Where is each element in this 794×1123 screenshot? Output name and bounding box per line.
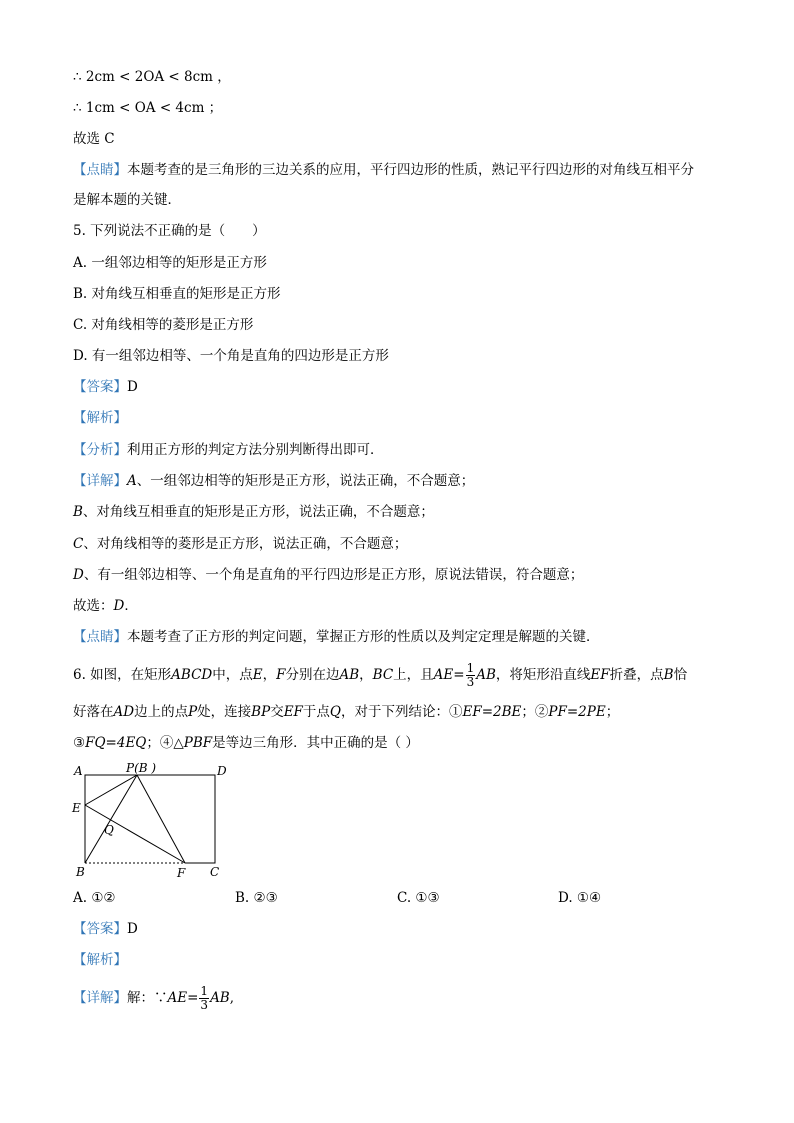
rect-sides [85, 775, 215, 863]
math-var: P [188, 704, 198, 720]
option-text: B. 对角线互相垂直的矩形是正方形 [73, 286, 281, 302]
math-text: ∴ 1cm < OA < 4cm ； [73, 100, 223, 116]
math-var: Q [329, 704, 341, 720]
prev-dianjing-cont [73, 190, 181, 210]
label-f: F [177, 866, 186, 880]
conclusion-4: PBF [183, 735, 213, 751]
math-op: = [187, 990, 199, 1006]
circled-number: ④ [159, 735, 174, 751]
q5-detail-d [73, 565, 583, 585]
stem-text: ，对于下列结论： [341, 704, 449, 720]
option-text: C. 对角线相等的菱形是正方形 [73, 317, 254, 333]
math-var: AD [113, 704, 135, 720]
analysis-tag: 【解析】 [73, 410, 127, 426]
q5-answer [73, 377, 138, 397]
label-a: A [74, 764, 83, 778]
stem-text: ； [605, 704, 620, 720]
q5-choice [73, 596, 138, 616]
label-b: B [76, 865, 85, 879]
answer-tag: 【答案】 [73, 379, 127, 395]
choice-letter: D [113, 598, 125, 614]
q5-option-c [73, 315, 253, 335]
conclusion-2: PF=2PE [548, 704, 606, 720]
xiangjie-tag: 【详解】 [73, 990, 127, 1006]
detail-letter: A [127, 473, 137, 489]
detail-text: , [229, 990, 235, 1006]
conclusion-3: FQ=4EQ [85, 735, 147, 751]
stem-text: ， [359, 667, 373, 683]
stem-text: 处，连接 [197, 704, 252, 720]
stem-text: ； [146, 735, 160, 751]
detail-text: 、对角线相等的菱形是正方形，说法正确，不合题意； [83, 536, 408, 552]
fraction [466, 662, 476, 689]
choice-text: 故选 C [73, 131, 115, 147]
label-c: C [210, 865, 220, 879]
circled-number: ③ [73, 735, 86, 751]
segment-pe [85, 775, 137, 805]
math-var: AE [433, 667, 454, 683]
option-b: B. ②③ [235, 890, 278, 906]
q6-answer [73, 919, 138, 939]
label-q: Q [104, 823, 114, 837]
math-var: E [252, 667, 263, 683]
prev-dianjing [73, 160, 694, 180]
stem-text: ， [262, 667, 277, 683]
q5-analysis [73, 408, 127, 428]
q5-detail-c [73, 534, 407, 554]
option-text: D. 有一组邻边相等、一个角是直角的四边形是正方形 [73, 348, 389, 364]
detail-letter: B [73, 504, 83, 520]
circled-number: ② [534, 704, 549, 720]
fraction-denominator: 3 [200, 998, 209, 1012]
q6-stem-line3 [73, 733, 419, 753]
dianjing-tag: 【点睛】 [73, 162, 127, 178]
stem-text: 中，点 [212, 667, 253, 683]
circled-number: ① [449, 704, 463, 720]
q6-figure [60, 758, 240, 883]
segment-bp [85, 775, 137, 863]
option-d: D. ①④ [558, 890, 602, 906]
math-var: B [663, 667, 674, 683]
q5-stem [73, 221, 266, 241]
detail-text: 、对角线互相垂直的矩形是正方形，说法正确，不合题意； [82, 504, 434, 520]
detail-letter: C [73, 536, 84, 552]
segment-pf [137, 775, 185, 863]
answer-tag: 【答案】 [73, 921, 127, 937]
math-var: AB [339, 667, 360, 683]
q6-stem-line1 [73, 658, 687, 692]
stem-text: 交 [270, 704, 284, 720]
math-var: AE [167, 990, 188, 1006]
math-text: ∴ 2cm < 2OA < 8cm ， [73, 69, 231, 85]
math-var: BC [372, 667, 394, 683]
triangle-symbol: △ [173, 735, 184, 751]
choice-prefix: 故选： [73, 598, 114, 614]
conclusion-1: EF=2BE [462, 704, 522, 720]
stem-text: 恰 [673, 667, 688, 683]
math-var: EF [283, 704, 303, 720]
fenxi-text: 利用正方形的判定方法分别判断得出即可． [127, 442, 384, 458]
math-var: F [276, 667, 286, 683]
label-pb: P(B ) [126, 761, 157, 775]
detail-text: 、一组邻边相等的矩形是正方形，说法正确，不合题意； [136, 473, 475, 489]
q5-detail-b [73, 502, 434, 522]
fenxi-tag: 【分析】 [73, 442, 127, 458]
stem-text: 上，且 [393, 667, 434, 683]
option-a: A. ①② [73, 890, 116, 906]
q5-dianjing [73, 627, 600, 647]
fraction-numerator: 1 [200, 984, 209, 998]
detail-text: 解：∵ [127, 990, 168, 1006]
dianjing-text: 是解本题的关键． [73, 192, 181, 208]
q5-option-d [73, 346, 389, 366]
stem-text: 是等边三角形．其中正确的是（ ） [212, 735, 419, 751]
stem-text: 6. 如图，在矩形 [73, 667, 172, 683]
q5-fenxi [73, 440, 384, 460]
xiangjie-tag: 【详解】 [73, 473, 127, 489]
math-var: AB [476, 667, 496, 683]
detail-text: 、有一组邻边相等、一个角是直角的平行四边形是正方形，原说法错误，符合题意； [83, 567, 584, 583]
dianjing-text: 本题考查了正方形的判定问题，掌握正方形的性质以及判定定理是解题的关键． [127, 629, 600, 645]
q5-detail-a [73, 471, 474, 491]
choice-suffix: ． [124, 598, 138, 614]
q6-detail [73, 980, 234, 1016]
fraction [199, 985, 209, 1012]
segment-ef [85, 805, 185, 863]
stem-text: 分别在边 [285, 667, 340, 683]
prev-line-1 [73, 67, 231, 87]
question-stem: 5. 下列说法不正确的是（ ） [73, 223, 266, 239]
label-e: E [72, 801, 81, 815]
q6-analysis [73, 950, 127, 970]
q6-stem-line2 [73, 702, 619, 722]
dianjing-text: 本题考查的是三角形的三边关系的应用，平行四边形的性质，熟记平行四边形的对角线互相平分 [127, 162, 694, 178]
math-var: AB [210, 990, 230, 1006]
option-c: C. ①③ [397, 890, 440, 906]
option-text: A. 一组邻边相等的矩形是正方形 [73, 255, 267, 271]
math-var: ABCD [171, 667, 213, 683]
math-var: EF [590, 667, 610, 683]
label-d: D [217, 764, 227, 778]
stem-text: 边上的点 [134, 704, 189, 720]
dianjing-tag: 【点睛】 [73, 629, 127, 645]
answer-value: D [127, 379, 138, 395]
stem-text: ，将矩形沿直线 [495, 667, 591, 683]
detail-letter: D [73, 567, 84, 583]
stem-text: ； [521, 704, 535, 720]
prev-choice [73, 129, 115, 149]
fraction-denominator: 3 [466, 675, 475, 689]
fraction-numerator: 1 [466, 661, 475, 675]
q5-option-a [73, 253, 267, 273]
stem-text: 于点 [302, 704, 330, 720]
stem-text: 折叠，点 [609, 667, 664, 683]
math-var: BP [251, 704, 271, 720]
answer-value: D [127, 921, 138, 937]
stem-text: 好落在 [73, 704, 114, 720]
analysis-tag: 【解析】 [73, 952, 127, 968]
prev-line-2 [73, 98, 222, 118]
math-op: = [453, 667, 465, 683]
q5-option-b [73, 284, 281, 304]
